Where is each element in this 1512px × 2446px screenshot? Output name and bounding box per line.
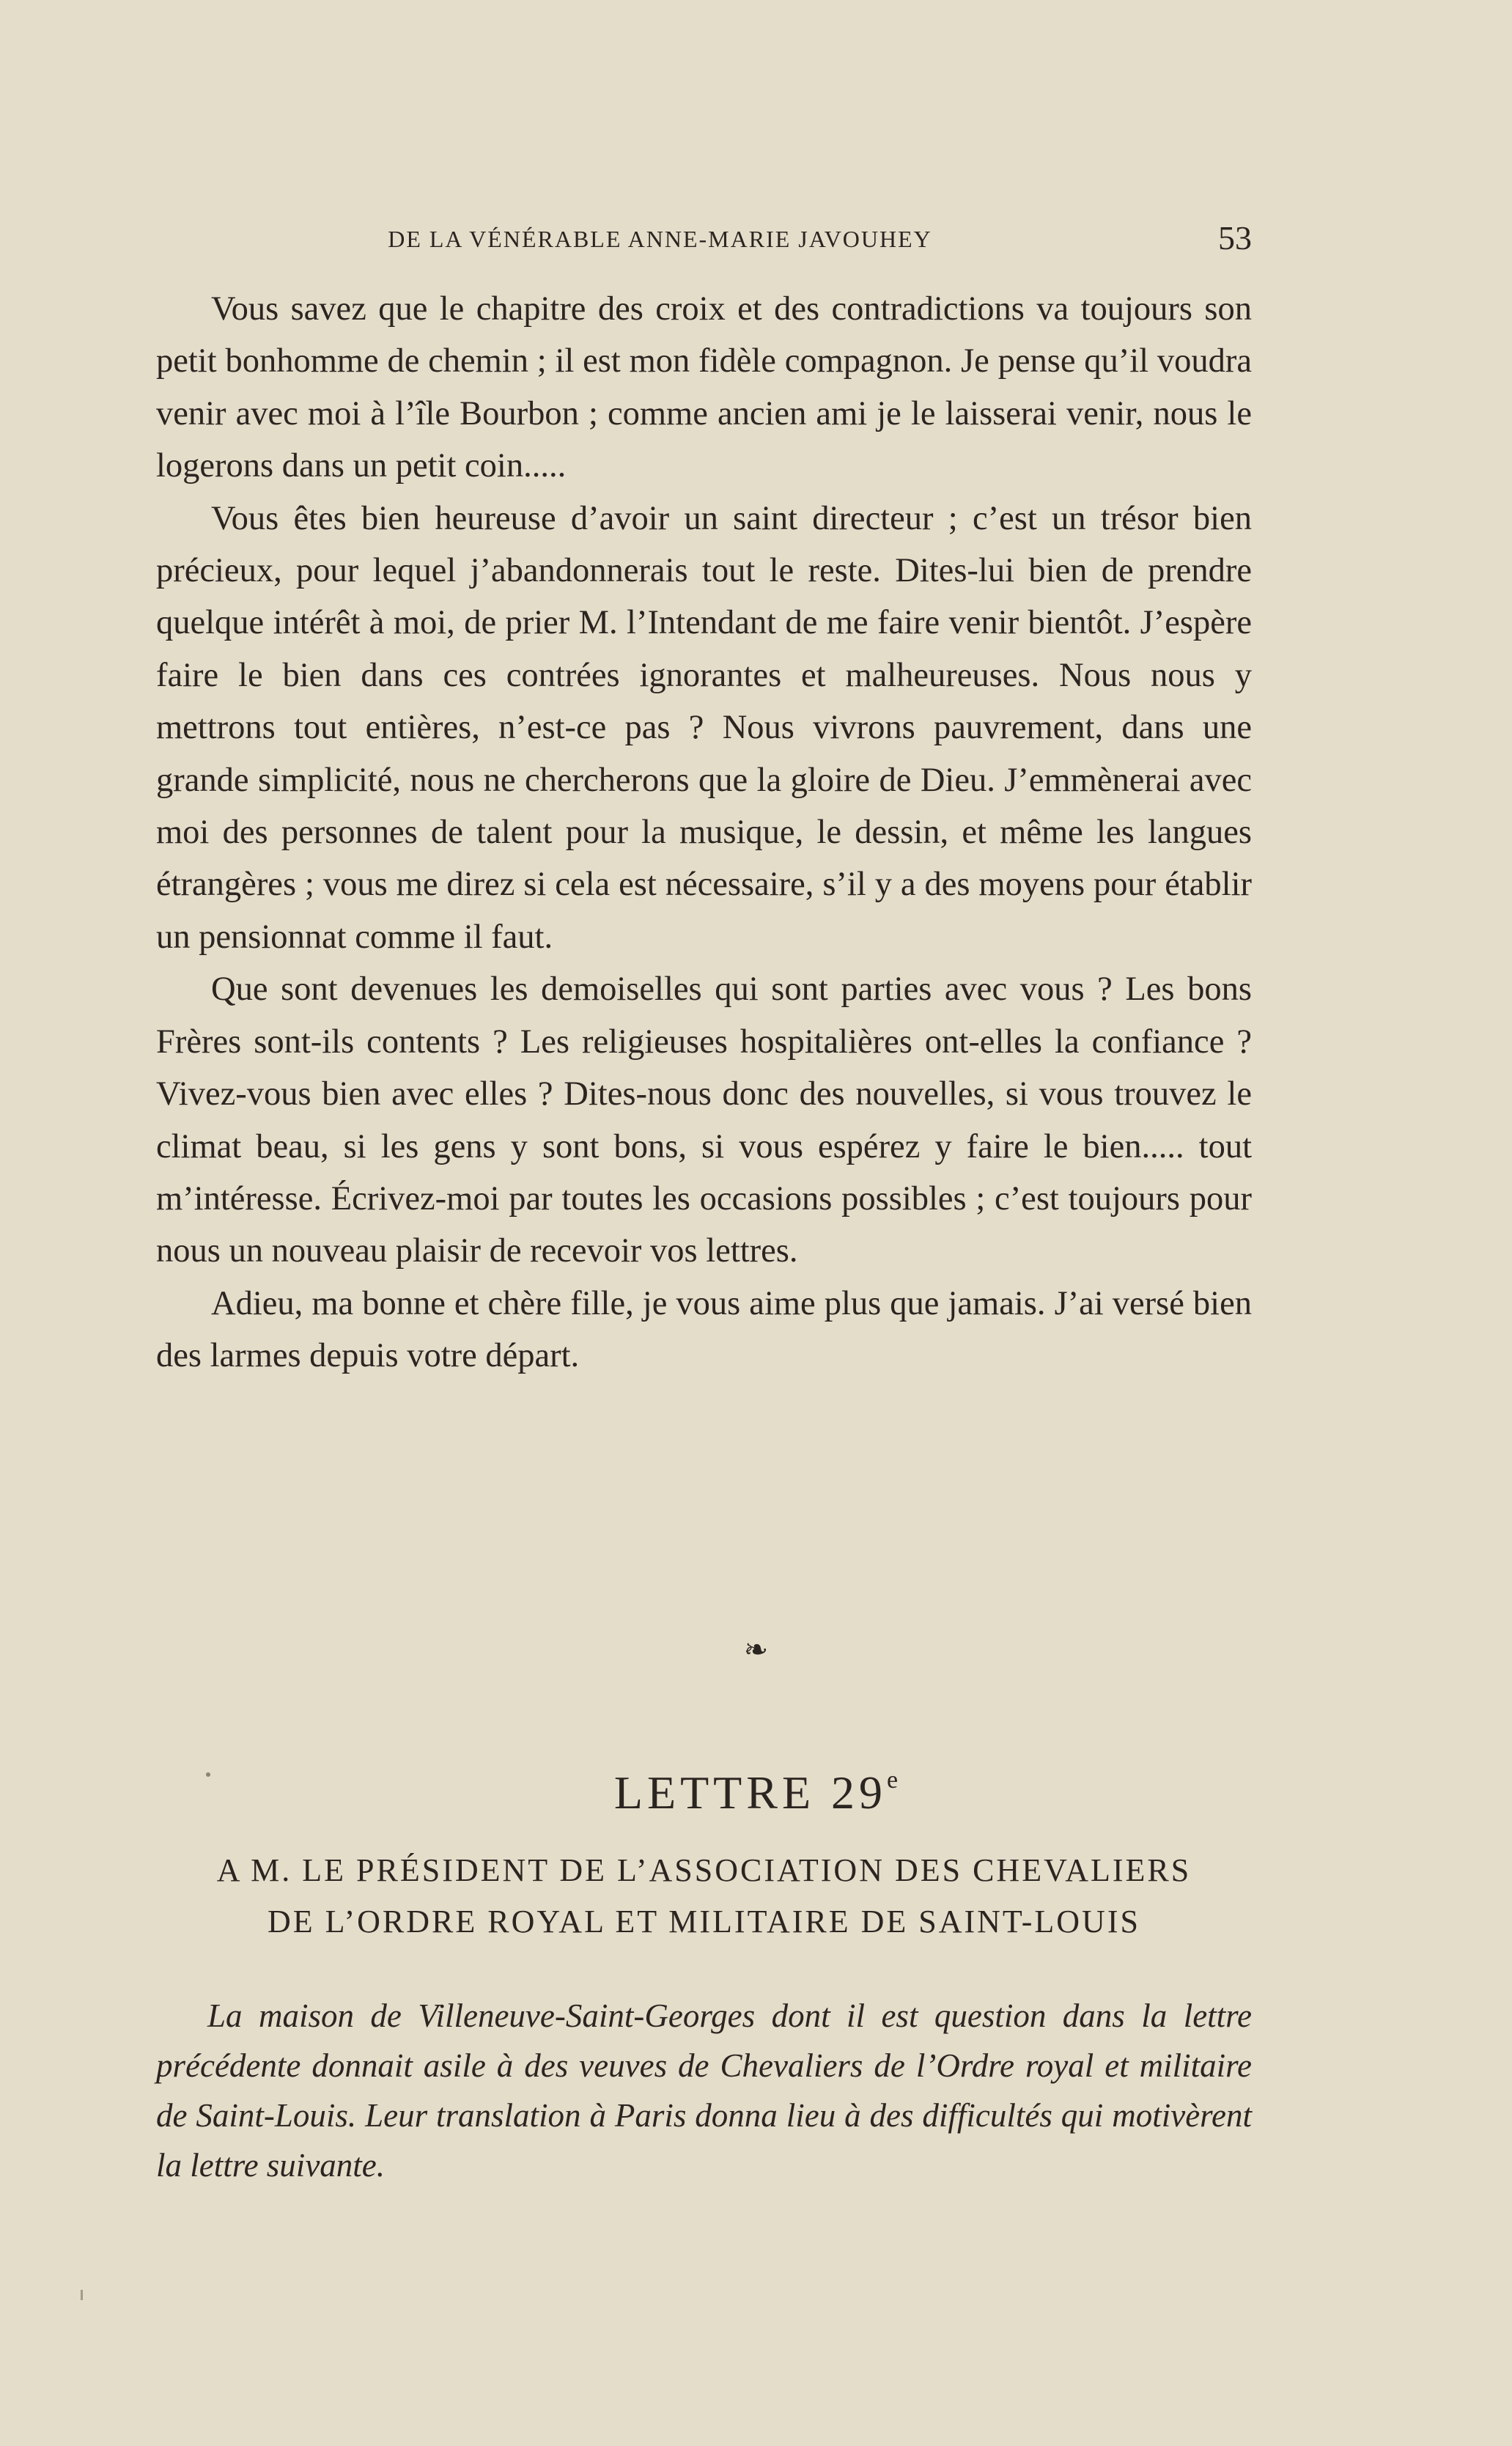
running-title: DE LA VÉNÉRABLE ANNE-MARIE JAVOUHEY: [388, 226, 932, 252]
letter-title-text: LETTRE 29: [613, 1767, 888, 1819]
letter-recipient: [156, 1845, 1252, 1948]
intro-paragraph: La maison de Villeneuve-Saint-Georges dont il est question dans la lettre précédente donnait asile à des veuves de Chevaliers de l’Ordre royal et militaire de Saint-Louis. Leur translation à Paris donna lieu à des difficultés qui motivèrent la lettre suivante.: [156, 1997, 1252, 2184]
running-head: [156, 221, 1252, 257]
fleuron-ornament-icon: ❧: [743, 1633, 769, 1667]
body-paragraph-3: Que sont devenues les demoiselles qui sont parties avec vous ? Les bons Frères sont-ils contents ? Les religieuses hospitalières ont-elles la confiance ? Vivez-vous bien avec elles ? Dites-nous donc des nouvelles, si vous trouvez le climat beau, si les gens y sont bons, si vous espérez y faire le bien..... tout m’intéresse. Écrivez-moi par toutes les occasions possibles ; c’est toujours pour nous un nouveau plaisir de recevoir vos lettres.: [156, 970, 1252, 1270]
recipient-line-1: A M. LE PRÉSIDENT DE L’ASSOCIATION DES CHEVALIERS: [216, 1852, 1192, 1888]
letter-introduction: [156, 1991, 1252, 2190]
letter-title-ordinal: e: [887, 1767, 899, 1794]
letter-body: [156, 283, 1252, 1382]
body-paragraph-1: Vous savez que le chapitre des croix et des contradictions va toujours son petit bonhomme de chemin ; il est mon fidèle compagnon. Je pense qu’il voudra venir avec moi à l’île Bourbon ; comme ancien ami je le laisserai venir, nous le logerons dans un petit coin.....: [156, 290, 1252, 485]
letter-title: [0, 1751, 1512, 1822]
margin-mark: [81, 2290, 83, 2300]
recipient-line-2: DE L’ORDRE ROYAL ET MILITAIRE DE SAINT-LOUIS: [268, 1904, 1140, 1940]
body-paragraph-4: Adieu, ma bonne et chère fille, je vous aime plus que jamais. J’ai versé bien des larmes depuis votre départ.: [156, 1284, 1252, 1375]
page-number: 53: [1218, 219, 1252, 257]
body-paragraph-2: Vous êtes bien heureuse d’avoir un saint directeur ; c’est un trésor bien précieux, pour lequel j’abandonnerais tout le reste. Dites-lui bien de prendre quelque intérêt à moi, de prier M. l’Intendant de me faire venir bientôt. J’espère faire le bien dans ces contrées ignorantes et malheureuses. Nous nous y mettrons tout entières, n’est-ce pas ? Nous vivrons pauvrement, dans une grande simplicité, nous ne chercherons que la gloire de Dieu. J’emmènerai avec moi des personnes de talent pour la musique, le dessin, et même les langues étrangères ; vous me direz si cela est nécessaire, s’il y a des moyens pour établir un pensionnat comme il faut.: [156, 499, 1252, 956]
